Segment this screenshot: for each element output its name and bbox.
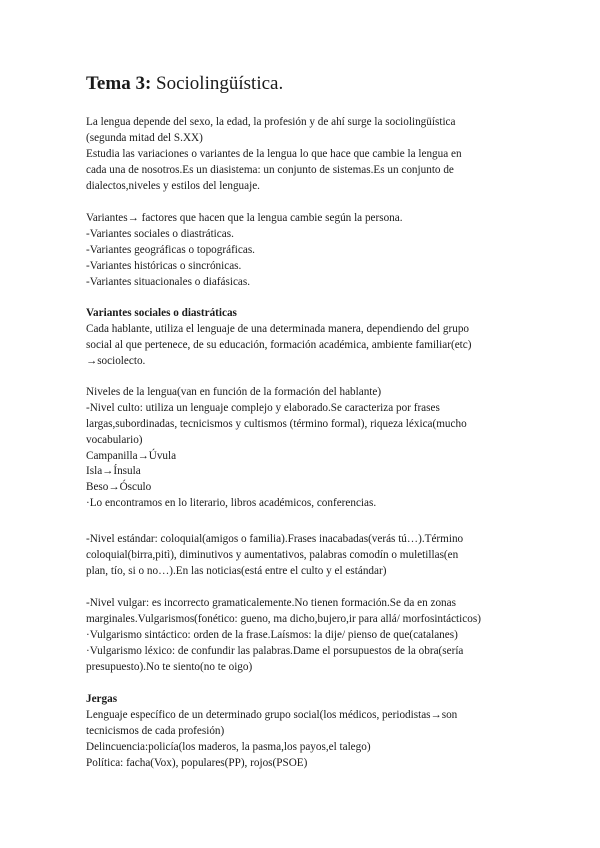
vulgar-section [86, 596, 526, 675]
text-line: →sociolecto. [86, 354, 146, 367]
list-item: -Variantes sociales o diastráticas. [86, 227, 234, 240]
list-item: -Variantes situacionales o diafásicas. [86, 275, 251, 288]
jergas-section [86, 692, 526, 771]
text-line: Cada hablante, utiliza el lenguaje de una determinada manera, dependiendo del grupo [86, 322, 470, 335]
list-item: -Variantes históricas o sincrónicas. [86, 259, 242, 272]
text-line: Delincuencia:policía(los maderos, la pasma,los payos,el talego) [86, 740, 371, 753]
sociales-section [86, 306, 526, 370]
text-line: Beso→Ósculo [86, 481, 152, 494]
text-line: ·Vulgarismo léxico: de confundir las palabras.Dame el porsupuestos de la obra(sería [86, 644, 464, 657]
title-number: Tema 3: [86, 73, 152, 94]
text-line: social al que pertenece, de su educación, formación académica, ambiente familiar(etc) [86, 338, 472, 351]
text-line: plan, tío, si o no…).En las noticias(está entre el culto y el estándar) [86, 564, 387, 577]
section-heading: Variantes sociales o diastráticas [86, 307, 237, 319]
text-line: Política: facha(Vox), populares(PP), rojos(PSOE) [86, 756, 308, 769]
variantes-list [86, 211, 526, 290]
text-line: Niveles de la lengua(van en función de la formación del hablante) [86, 386, 382, 398]
text-line: -Nivel estándar: coloquial(amigos o familia).Frases inacabadas(verás tú…).Término [86, 533, 464, 545]
text-line: Variantes→ factores que hacen que la lengua cambie según la persona. [86, 212, 403, 224]
estandar-section [86, 532, 526, 580]
text-line: Lenguaje específico de un determinado grupo social(los médicos, periodistas→son [86, 708, 458, 721]
text-line: tecnicismos de cada profesión) [86, 724, 225, 737]
text-line: Campanilla→Úvula [86, 449, 177, 462]
text-line: presupuesto).No te siento(no te oigo) [86, 660, 253, 673]
list-item: -Variantes geográficas o topográficas. [86, 243, 255, 256]
title-name: Sociolingüística. [156, 73, 284, 94]
text-line: (segunda mitad del S.XX) [86, 131, 203, 144]
text-line: Isla→Ínsula [86, 465, 141, 478]
text-line: largas,subordinadas, tecnicismos y cultismos (término formal), riqueza léxica(mucho [86, 417, 467, 430]
text-line: -Nivel culto: utiliza un lenguaje complejo y elaborado.Se caracteriza por frases [86, 401, 440, 414]
text-line: vocabulario) [86, 433, 143, 446]
niveles-section [86, 385, 526, 512]
text-line: ·Vulgarismo sintáctico: orden de la frase.Laísmos: la dije/ pienso de que(catalanes) [86, 628, 458, 641]
text-line: coloquial(birra,pitì), diminutivos y aumentativos, palabras comodín o muletillas(en [86, 548, 459, 561]
intro-paragraph [86, 115, 526, 194]
text-line: ·Lo encontramos en lo literario, libros académicos, conferencias. [86, 497, 377, 510]
text-line: -Nivel vulgar: es incorrecto gramaticalemente.No tienen formación.Se da en zonas [86, 597, 456, 609]
page-title [86, 72, 283, 96]
text-line: dialectos,niveles y estilos del lenguaje. [86, 179, 260, 192]
text-line: cada una de nosotros.Es un diasistema: un conjunto de sistemas.Es un conjunto de [86, 163, 454, 176]
section-heading: Jergas [86, 693, 118, 705]
text-line: Estudia las variaciones o variantes de la lengua lo que hace que cambie la lengua en [86, 147, 462, 160]
text-line: La lengua depende del sexo, la edad, la profesión y de ahí surge la sociolingüística [86, 116, 456, 128]
text-line: marginales.Vulgarismos(fonético: gueno, ma dicho,bujero,ir para allá/ morfosintácticos) [86, 612, 481, 625]
